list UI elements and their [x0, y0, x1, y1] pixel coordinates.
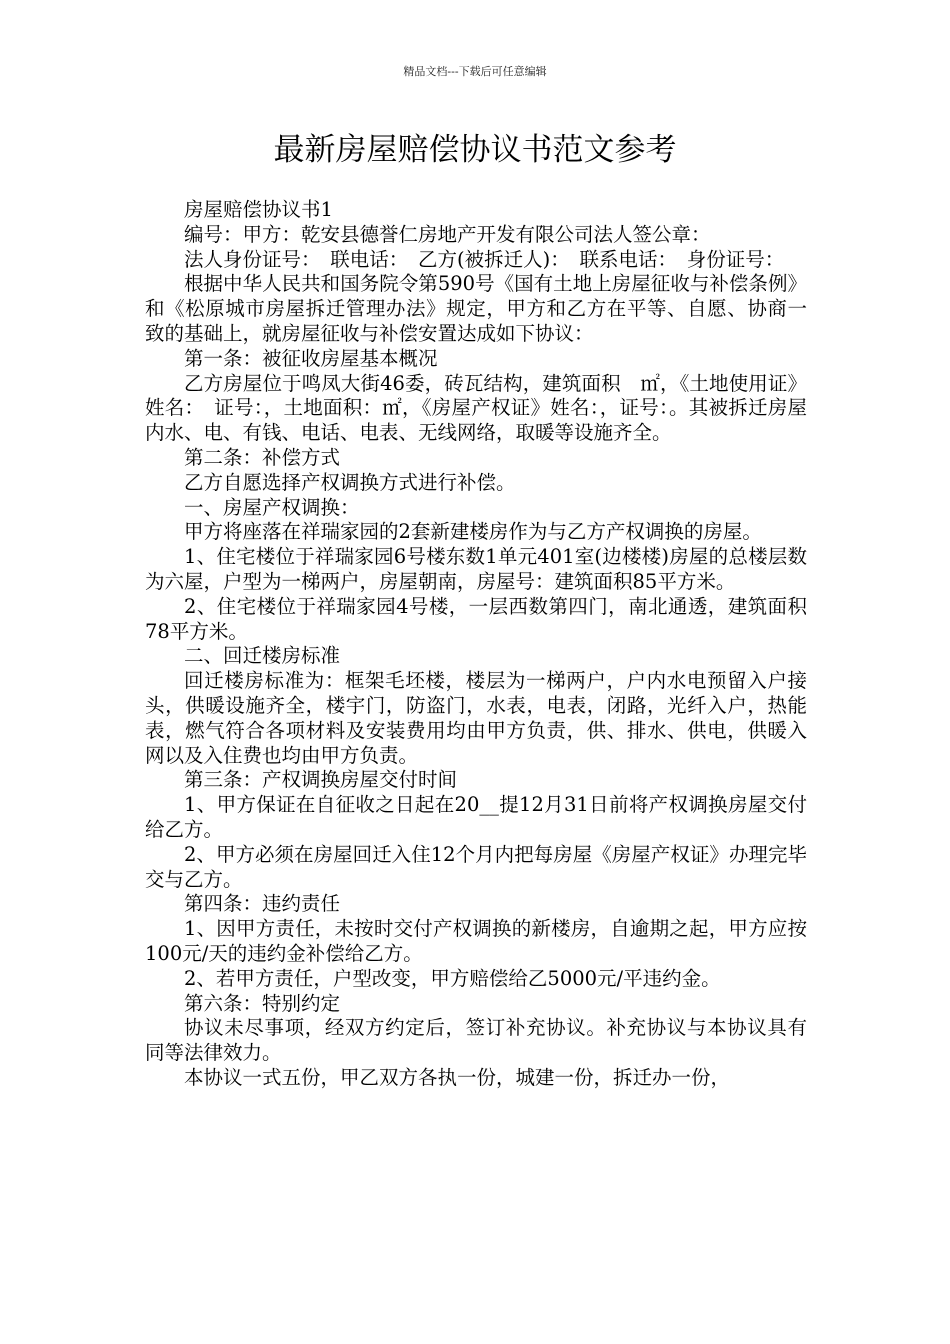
paragraph: 1、甲方保证在自征收之日起在20__提12月31日前将产权调换房屋交付给乙方。 — [145, 793, 807, 841]
paragraph: 房屋赔偿协议书1 — [184, 198, 333, 221]
paragraph: 第六条：特别约定 — [184, 991, 341, 1015]
paragraph: 第二条：补偿方式 — [184, 445, 341, 469]
paragraph: 1、因甲方责任，未按时交付产权调换的新楼房，自逾期之起，甲方应按100元/天的违约金补偿给乙方。 — [145, 917, 807, 965]
paragraph: 编号：甲方：乾安县德誉仁房地产开发有限公司法人签公章： — [184, 222, 711, 246]
paragraph: 根据中华人民共和国务院令第590号《国有土地上房屋征收与补偿条例》和《松原城市房屋拆迁管理办法》规定，甲方和乙方在平等、自愿、协商一致的基础上，就房屋征收与补偿安置达成如下协议： — [145, 272, 807, 345]
paragraph: 2、住宅楼位于祥瑞家园4号楼，一层西数第四门，南北通透，建筑面积78平方米。 — [145, 594, 807, 643]
document-title: 最新房屋赔偿协议书范文参考 — [273, 132, 677, 168]
paragraph: 乙方自愿选择产权调换方式进行补偿。 — [184, 470, 516, 494]
paragraph: 本协议一式五份，甲乙双方各执一份，城建一份，拆迁办一份， — [184, 1065, 731, 1089]
paragraph: 2、若甲方责任，户型改变，甲方赔偿给乙5000元/平违约金。 — [184, 966, 721, 990]
paragraph: 甲方将座落在祥瑞家园的2套新建楼房作为与乙方产权调换的房屋。 — [184, 520, 762, 544]
paragraph: 二、回迁楼房标准 — [184, 644, 341, 668]
paragraph: 第三条：产权调换房屋交付时间 — [184, 768, 458, 792]
document-body — [145, 198, 807, 1091]
paragraph: 回迁楼房标准为：框架毛坯楼，楼层为一梯两户，户内水电预留入户接头，供暖设施齐全，楼宇门，防盗门，水表，电表，闭路，光纤入户，热能表，燃气符合各项材料及安装费用均由甲方负责，供、排水、供电，供暖入网以及入住费也均由甲方负责。 — [145, 669, 807, 767]
paragraph: 1、住宅楼位于祥瑞家园6号楼东数1单元401室(边楼楼)房屋的总楼层数为六屋，户型为一梯两户，房屋朝南，房屋号：建筑面积85平方米。 — [145, 545, 807, 593]
paragraph: 一、房屋产权调换： — [184, 495, 360, 519]
header-note: 精品文档---下载后可任意编辑 — [403, 65, 547, 78]
paragraph: 第一条：被征收房屋基本概况 — [184, 346, 438, 370]
paragraph: 乙方房屋位于鸣凤大街46委，砖瓦结构，建筑面积 ㎡，《土地使用证》姓名： 证号：，土地面积：㎡，《房屋产权证》姓名：，证号：。其被拆迁房屋内水、电、有钱、电话、电表、无线网络，取暖等设施齐全。 — [145, 371, 807, 445]
paragraph: 法人身份证号： 联电话： 乙方(被拆迁人)： 联系电话： 身份证号： — [184, 247, 785, 271]
paragraph: 2、甲方必须在房屋回迁入住12个月内把每房屋《房屋产权证》办理完毕交与乙方。 — [145, 842, 807, 891]
paragraph: 第四条：违约责任 — [184, 892, 341, 916]
paragraph: 协议未尽事项，经双方约定后，签订补充协议。补充协议与本协议具有同等法律效力。 — [145, 1016, 807, 1065]
